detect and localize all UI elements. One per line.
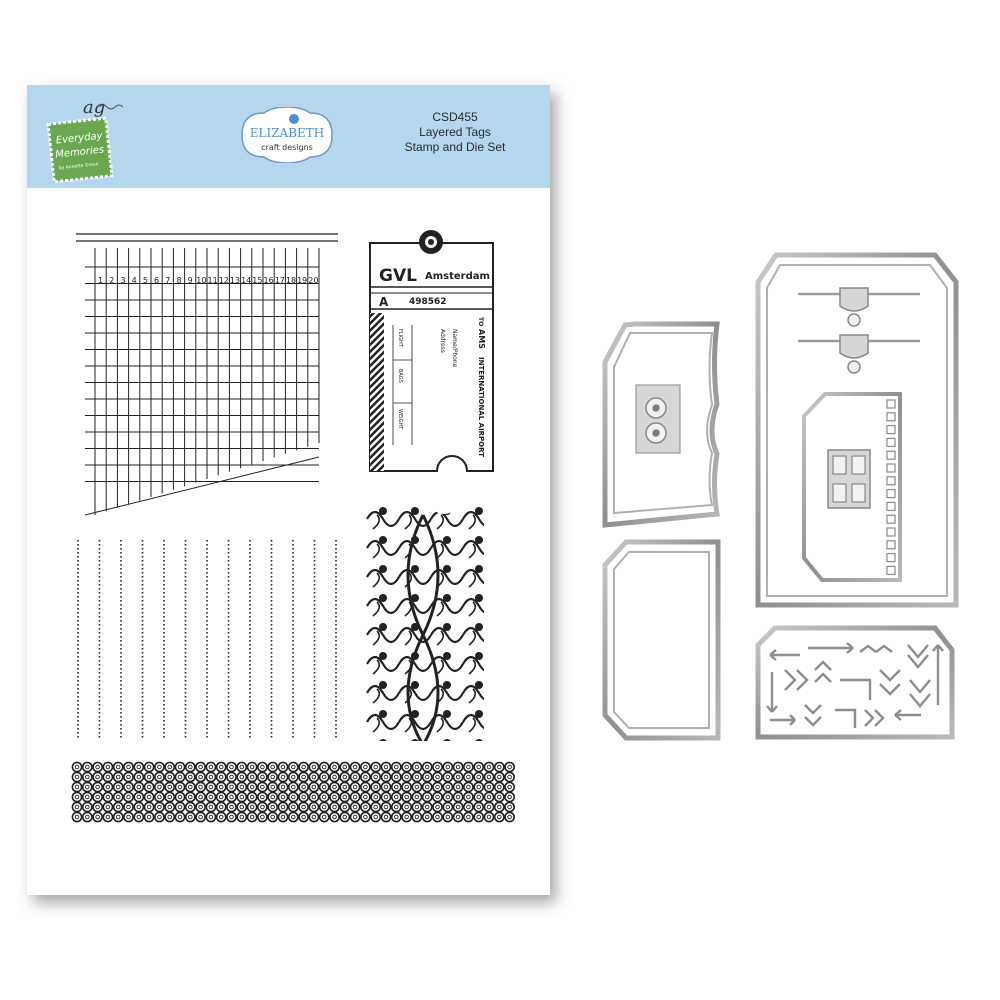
ticket-bags: BAGS — [397, 369, 403, 383]
calendar-day-number: 6 — [154, 276, 160, 285]
calendar-day-number: 16 — [263, 276, 274, 285]
stamp-artwork — [27, 85, 550, 895]
calendar-day-number: 9 — [187, 276, 193, 285]
calendar-day-number: 20 — [308, 276, 319, 285]
brand-sub: craft designs — [261, 143, 313, 152]
product-name: Layered Tags — [419, 125, 491, 139]
calendar-day-number: 7 — [165, 276, 171, 285]
ticket-number: 498562 — [409, 297, 447, 307]
calendar-day-number: 17 — [274, 276, 285, 285]
large-tag-die — [758, 255, 956, 605]
ticket-weight: WEIGHT — [397, 409, 403, 430]
calendar-day-number: 10 — [196, 276, 207, 285]
calendar-day-number: 5 — [142, 276, 148, 285]
small-frame-die — [605, 542, 718, 738]
calendar-day-number: 14 — [241, 276, 252, 285]
arrows-die — [758, 628, 952, 737]
ticket-dest-full: INTERNATIONAL AIRPORT — [477, 357, 485, 457]
dotted-lines-stamp — [78, 540, 336, 740]
ag-line1: Everyday — [55, 130, 104, 147]
brand-name: ELIZABETH — [249, 126, 325, 140]
calendar-day-number: 2 — [109, 276, 115, 285]
ag-line3: by Annette Green — [58, 162, 99, 172]
luggage-ticket-stamp — [370, 230, 493, 471]
product-kind: Stamp and Die Set — [404, 140, 506, 154]
ticket-code: GVL — [379, 266, 417, 286]
calendar-day-number: 15 — [252, 276, 263, 285]
calendar-day-number: 3 — [120, 276, 126, 285]
calendar-day-number: 19 — [297, 276, 308, 285]
metal-dies — [590, 240, 970, 760]
stamp-sheet — [27, 85, 550, 895]
calendar-day-number: 18 — [285, 276, 297, 285]
ticket-row: A — [379, 295, 389, 309]
calendar-day-number: 8 — [176, 276, 182, 285]
calendar-day-number: 11 — [207, 276, 218, 285]
calendar-day-number: 12 — [218, 276, 229, 285]
product-code: CSD455 — [432, 110, 478, 124]
calendar-day-numbers — [98, 276, 318, 285]
ticket-flight: FLIGHT — [397, 329, 403, 347]
damask-pattern-stamp — [362, 499, 495, 761]
ag-mark: ag — [83, 97, 106, 118]
circle-strip-stamp — [72, 762, 514, 821]
calendar-day-number: 1 — [98, 276, 104, 285]
ticket-to: TO — [477, 317, 484, 327]
calendar-day-number: 4 — [131, 276, 137, 285]
ag-line2: Memories — [54, 144, 105, 161]
calendar-day-number: 13 — [229, 276, 241, 285]
ticket-address-field: Address — [439, 329, 446, 353]
ticket-name-field: Name/Phone — [451, 329, 458, 368]
ticket-city: Amsterdam — [425, 271, 490, 282]
banner-tag-die — [605, 324, 717, 525]
ticket-dest: AMS — [477, 329, 486, 349]
